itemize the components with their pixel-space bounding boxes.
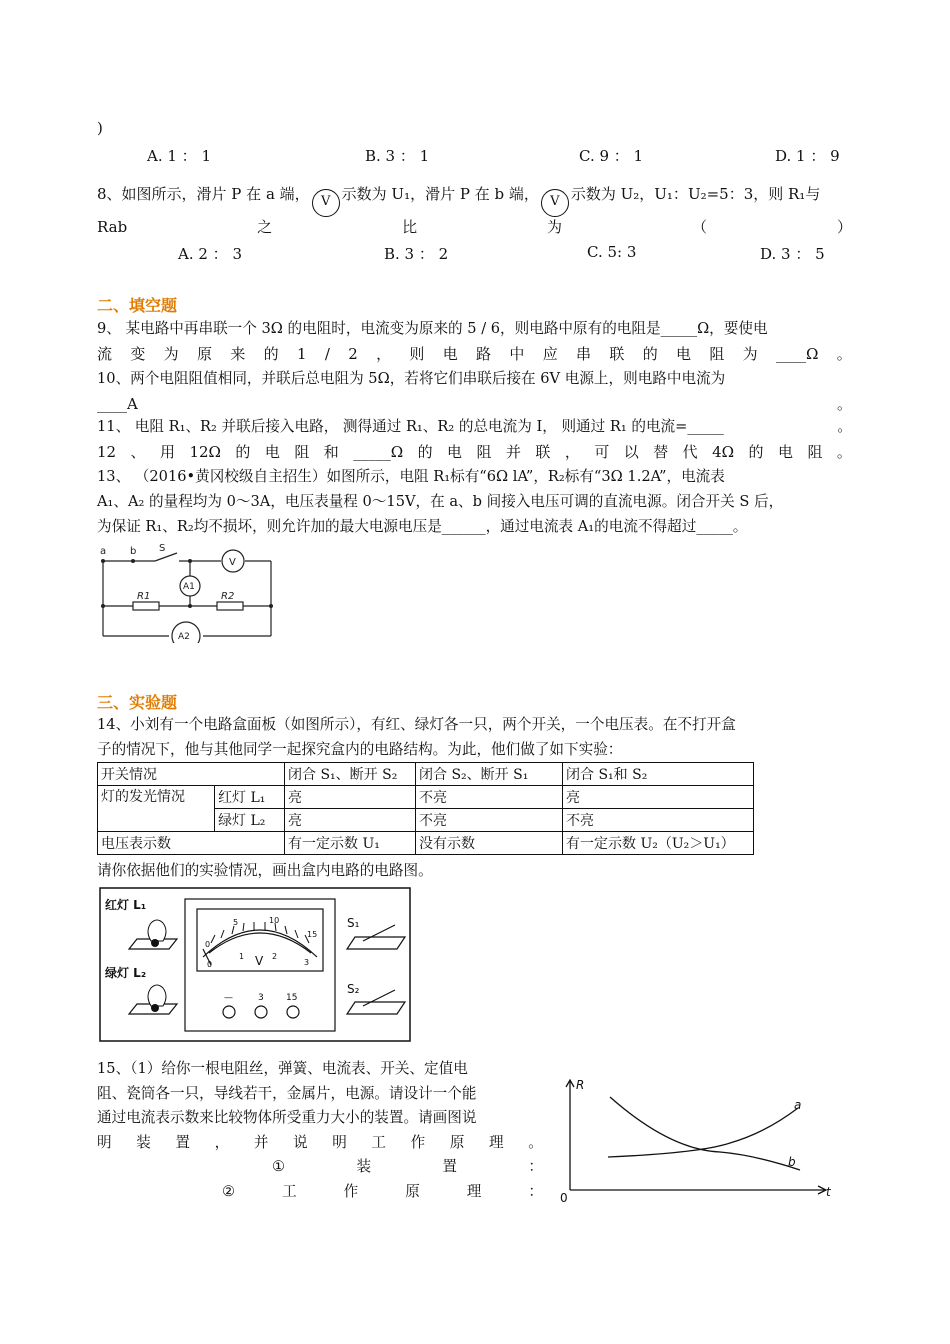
svg-text:5: 5 — [233, 918, 239, 927]
q8-option-a: A. 2 ： 3 — [178, 245, 242, 263]
resistor-r2-label: R2 — [221, 591, 235, 602]
svg-text:3: 3 — [304, 958, 310, 967]
q14-line2: 子的情况下，他与其他同学一起探究盒内的电路结构。为此，他们做了如下实验： — [97, 741, 623, 758]
section-heading-fill-in: 二、填空题 — [97, 296, 178, 315]
table-row: 灯的发光情况 红灯 L₁ 亮 不亮 亮 — [98, 786, 754, 809]
experiment-table — [97, 762, 754, 855]
q13-line1: 13、 （2016•黄冈校级自主招生）如图所示，电阻 R₁标有“6Ω lA”，R₂标有“3Ω 1.2A”，电流表 — [97, 468, 725, 485]
curve-b-label: b — [788, 1155, 796, 1169]
svg-text:2: 2 — [272, 952, 278, 961]
origin-label: 0 — [560, 1191, 568, 1205]
switch-s2-label: S₂ — [347, 982, 360, 996]
green-lamp-label: 绿灯 L₂ — [105, 966, 147, 980]
q8-option-c: C. 5: 3 — [587, 243, 637, 261]
table-row: 电压表示数 有一定示数 U₁ 没有示数 有一定示数 U₂（U₂＞U₁） — [98, 832, 754, 855]
svg-text:—: — — [224, 993, 233, 1003]
q7-option-b: B. 3 ： 1 — [365, 147, 430, 165]
red-lamp-label: 红灯 L₁ — [105, 898, 147, 912]
q8-line2: Rab 之 比 为 （ ） — [97, 218, 852, 236]
q10-line1: 10、两个电阻阻值相同，并联后总电阻为 5Ω，若将它们串联后接在 6V 电源上，则电路中电流为 — [97, 370, 726, 387]
table-row: 绿灯 L₂ 亮 不亮 不亮 — [98, 809, 754, 832]
q7-option-a: A. 1 ： 1 — [147, 147, 211, 165]
r-t-graph — [560, 1075, 840, 1205]
circuit-box-panel — [99, 887, 411, 1042]
q11: 11、 电阻 R₁、R₂ 并联后接入电路， 测得通过 R₁、R₂ 的总电流为 I， 则通过 R₁ 的电流=_____ 。 — [97, 418, 852, 435]
ammeter-a2-label: A2 — [178, 632, 190, 642]
q7-option-d: D. 1 ： 9 — [775, 147, 840, 165]
q9-line1: 9、 某电路中再串联一个 3Ω 的电阻时，电流变为原来的 5 / 6，则电路中原有的电阻是_____Ω，要使电 — [97, 320, 768, 337]
voltmeter-icon: V — [312, 189, 340, 217]
q15-text: 15、（1）给你一根电阻丝，弹簧、电流表、开关、定值电 阻、瓷筒各一只，导线若干，金属片，电源。请设计一个能 通过电流表示数来比较物体所受重力大小的装置。请画图说 明 装 置 ， 并 说 明 工 作 原 理 。 ① 装 置 ： ② 工 作 原 理 ： — [97, 1060, 543, 1200]
y-axis-label: R — [576, 1078, 585, 1092]
q14-line1: 14、小刘有一个电路盒面板（如图所示），有红、绿灯各一只，两个开关，一个电压表。在不打开盒 — [97, 716, 736, 733]
q9-line2: 流 变 为 原 来 的 1 / 2 ， 则 电 路 中 应 串 联 的 电 阻 为 ____Ω 。 — [97, 345, 852, 363]
q10-line2: ____A 。 — [97, 395, 852, 413]
q12: 12 、 用 12Ω 的 电 阻 和 _____Ω 的 电 阻 并 联 ， 可 以 替 代 4Ω 的 电 阻 。 — [97, 443, 852, 461]
voltmeter-label: V — [229, 557, 236, 568]
q7-option-c: C. 9 ： 1 — [579, 147, 644, 165]
q7-tail: ) — [97, 119, 103, 137]
svg-text:15: 15 — [307, 930, 318, 939]
switch-s1-label: S₁ — [347, 916, 360, 930]
q8-option-d: D. 3 ： 5 — [760, 245, 825, 263]
svg-text:3: 3 — [258, 993, 264, 1003]
circuit-diagram-q13 — [97, 543, 277, 643]
svg-text:0: 0 — [205, 940, 211, 949]
voltmeter-scale-label: V — [255, 954, 264, 968]
q8-line1: 8、如图所示，滑片 P 在 a 端， V 示数为 U₁，滑片 P 在 b 端， V 示数为 U₂，U₁：U₂=5：3，则 R₁与 — [97, 183, 852, 217]
table-row: 开关情况 闭合 S₁、断开 S₂ 闭合 S₂、断开 S₁ 闭合 S₁和 S₂ — [98, 763, 754, 786]
svg-text:10: 10 — [269, 916, 280, 925]
q13-line3: 为保证 R₁、R₂均不损坏，则允许加的最大电源电压是______，通过电流表 A₁的电流不得超过_____。 — [97, 518, 748, 535]
circuit-label-s: S — [159, 543, 166, 554]
ammeter-a1-label: A1 — [183, 582, 195, 592]
svg-text:0: 0 — [207, 960, 213, 969]
q14-instruction: 请你依据他们的实验情况，画出盒内电路的电路图。 — [97, 862, 433, 879]
curve-a-label: a — [794, 1098, 802, 1112]
circuit-label-a: a — [100, 546, 107, 557]
curve-a — [608, 1108, 798, 1157]
resistor-r1-label: R1 — [137, 591, 151, 602]
q8-option-b: B. 3 ： 2 — [384, 245, 449, 263]
curve-b — [610, 1097, 800, 1170]
q13-line2: A₁、A₂ 的量程均为 0～3A，电压表量程 0～15V，在 a、b 间接入电压可调的直流电源。闭合开关 S 后， — [97, 493, 784, 510]
circuit-label-b: b — [130, 546, 137, 557]
x-axis-label: t — [826, 1185, 831, 1199]
section-heading-experiment: 三、实验题 — [97, 693, 178, 712]
svg-text:1: 1 — [239, 952, 245, 961]
svg-text:15: 15 — [286, 993, 298, 1003]
voltmeter-icon: V — [541, 189, 569, 217]
